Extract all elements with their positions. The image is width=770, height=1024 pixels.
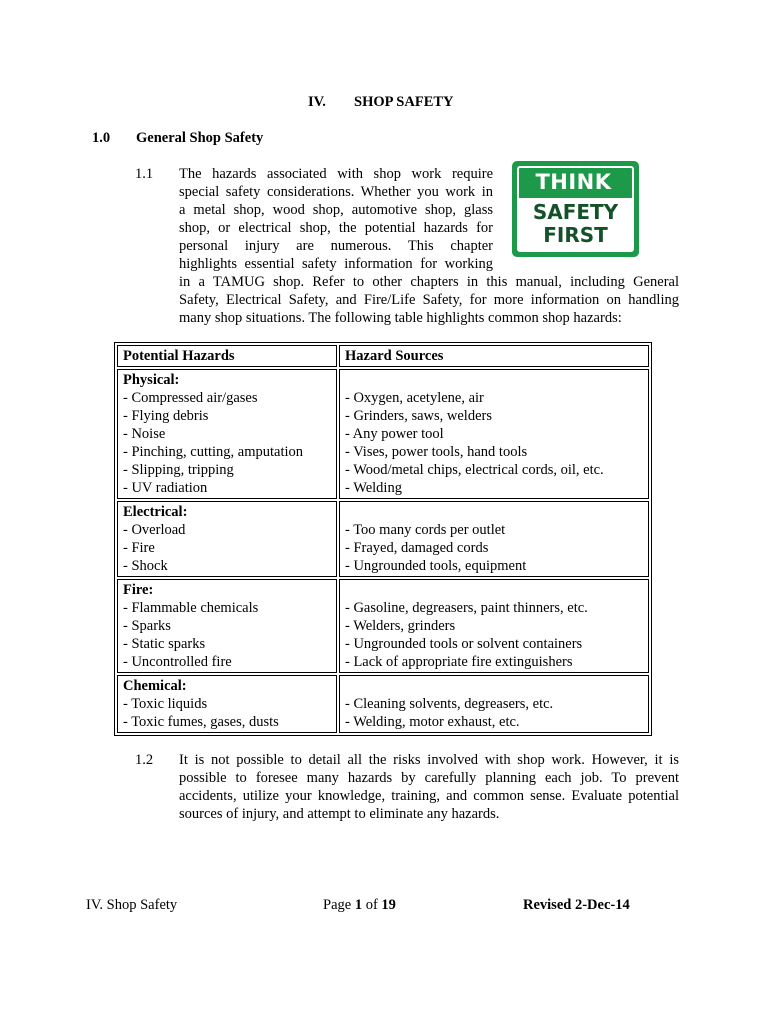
hazard-table	[114, 342, 652, 736]
source-item: - Grinders, saws, welders	[345, 408, 492, 424]
source-item: - Lack of appropriate fire extinguishers	[345, 654, 573, 670]
table-row	[117, 501, 649, 577]
table-row	[117, 675, 649, 733]
source-spacer	[345, 677, 644, 695]
footer-revised-date: Revised 2-Dec-14	[523, 897, 630, 913]
source-item: - Cleaning solvents, degreasers, etc.	[345, 696, 554, 712]
hazard-item: - Slipping, tripping	[123, 462, 234, 478]
source-item: - Ungrounded tools or solvent containers	[345, 636, 583, 652]
paragraph-line: accidents, utilize your knowledge, training, and common sense. Evaluate potential	[179, 788, 679, 804]
hazard-item: - Toxic fumes, gases, dusts	[123, 714, 279, 730]
paragraph-number: 1.2	[135, 752, 154, 768]
hazard-item: - Flying debris	[123, 408, 209, 424]
hazard-item: - Toxic liquids	[123, 696, 208, 712]
hazard-item: - UV radiation	[123, 480, 208, 496]
sources-cell	[339, 369, 649, 499]
source-item: - Gasoline, degreasers, paint thinners, etc.	[345, 600, 588, 616]
chapter-number: IV.	[308, 94, 326, 110]
hazard-item: - Overload	[123, 522, 186, 538]
paragraph-line: shop, or electrical shop, the potential hazards for	[179, 220, 493, 236]
table-header-hazards: Potential Hazards	[117, 345, 337, 367]
hazard-item: - Uncontrolled fire	[123, 654, 232, 670]
sign-panel	[518, 198, 633, 250]
sources-cell	[339, 501, 649, 577]
sources-cell	[339, 675, 649, 733]
total-pages: 19	[381, 897, 396, 913]
table-header-row	[117, 345, 649, 367]
source-item: - Any power tool	[345, 426, 444, 442]
source-item: - Welders, grinders	[345, 618, 456, 634]
paragraph-line: possible to foresee many hazards by carefully planning each job. To prevent	[179, 770, 679, 786]
source-item: - Welding, motor exhaust, etc.	[345, 714, 520, 730]
table-header-sources: Hazard Sources	[339, 345, 649, 367]
paragraph-line: a metal shop, wood shop, automotive shop, glass	[179, 202, 493, 218]
hazards-cell	[117, 369, 337, 499]
hazard-category: Electrical:	[123, 504, 188, 520]
sign-first-text: FIRST	[543, 223, 608, 247]
current-page: 1	[354, 897, 363, 913]
chapter-title	[308, 94, 454, 111]
paragraph-line: personal injury are numerous. This chapter	[179, 238, 493, 254]
hazard-category: Fire:	[123, 582, 154, 598]
source-spacer	[345, 371, 644, 389]
hazard-item: - Pinching, cutting, amputation	[123, 444, 304, 460]
paragraph-line: sources of injury, and attempt to eliminate any hazards.	[179, 806, 500, 822]
hazard-item: - Fire	[123, 540, 155, 556]
paragraph-number: 1.1	[135, 166, 154, 182]
page-word: Page	[323, 897, 352, 913]
table-row	[117, 369, 649, 499]
hazard-item: - Static sparks	[123, 636, 206, 652]
hazard-item: - Compressed air/gases	[123, 390, 258, 406]
paragraph-line: Safety, Electrical Safety, and Fire/Life Safety, for more information on handling	[179, 292, 679, 308]
table-row	[117, 579, 649, 673]
hazard-category: Physical:	[123, 372, 180, 388]
section-title: General Shop Safety	[136, 130, 264, 146]
hazards-cell	[117, 675, 337, 733]
source-spacer	[345, 503, 644, 521]
hazards-cell	[117, 501, 337, 577]
source-item: - Welding	[345, 480, 402, 496]
paragraph-line: in a TAMUG shop. Refer to other chapters in this manual, including General	[179, 274, 679, 290]
chapter-name: SHOP SAFETY	[354, 94, 454, 110]
source-item: - Too many cords per outlet	[345, 522, 506, 538]
sources-cell	[339, 579, 649, 673]
sign-safety-text: SAFETY	[532, 200, 619, 224]
source-item: - Frayed, damaged cords	[345, 540, 489, 556]
footer-page-number	[323, 897, 396, 914]
source-item: - Ungrounded tools, equipment	[345, 558, 527, 574]
of-word: of	[365, 897, 378, 913]
source-spacer	[345, 581, 644, 599]
footer-chapter-label: IV. Shop Safety	[86, 897, 178, 913]
section-number: 1.0	[92, 130, 111, 146]
paragraph-line: It is not possible to detail all the risks involved with shop work. However, it is	[179, 752, 679, 768]
paragraph-line: The hazards associated with shop work require	[179, 166, 493, 182]
paragraph-line: many shop situations. The following table highlights common shop hazards:	[179, 310, 622, 326]
hazards-cell	[117, 579, 337, 673]
paragraph-line: highlights essential safety information for working	[179, 256, 493, 272]
think-safety-first-sign	[512, 161, 639, 257]
hazard-item: - Shock	[123, 558, 168, 574]
hazard-category: Chemical:	[123, 678, 187, 694]
hazard-item: - Noise	[123, 426, 166, 442]
hazard-item: - Sparks	[123, 618, 171, 634]
source-item: - Wood/metal chips, electrical cords, oil, etc.	[345, 462, 604, 478]
paragraph-line: special safety considerations. Whether you work in	[179, 184, 493, 200]
sign-think-text: THINK	[535, 170, 612, 194]
hazard-item: - Flammable chemicals	[123, 600, 259, 616]
source-item: - Oxygen, acetylene, air	[345, 390, 484, 406]
source-item: - Vises, power tools, hand tools	[345, 444, 528, 460]
